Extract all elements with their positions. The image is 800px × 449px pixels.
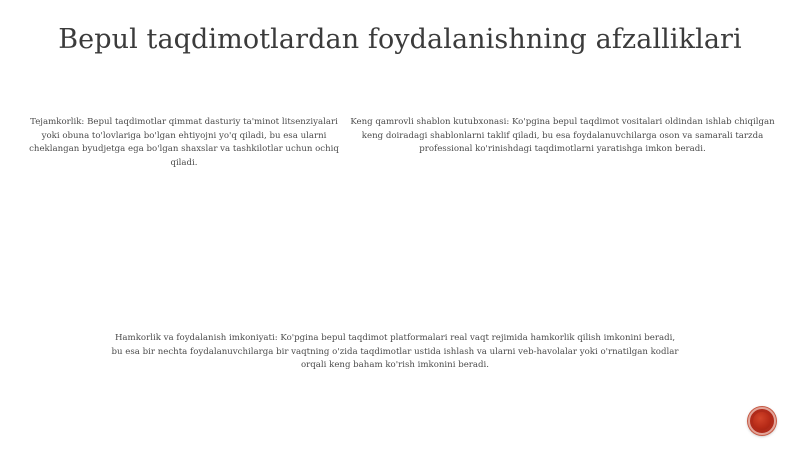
benefit-text-cost: Tejamkorlik: Bepul taqdimotlar qimmat dasturiy ta'minot litsenziyalari yoki obuna to'lovlariga bo'lgan ehtiyojni yo'q qiladi, bu esa ularni cheklangan byudjetga ega bo'lgan shaxslar va tashkilotlar uchun ochiq qiladi.: [29, 117, 339, 168]
benefit-text-collaboration: Hamkorlik va foydalanish imkoniyati: Ko'pgina bepul taqdimot platformalari real vaqt rejimida hamkorlik qilish imkonini beradi, bu esa bir nechta foydalanuvchilarga bir vaqtning o'zida taqdimotlar ustida ishlash va ularni veb-havolalar yoki o'rnatilgan kodlar orqali keng baham ko'rish imkonini beradi.: [111, 333, 679, 370]
benefit-text-templates: Keng qamrovli shablon kutubxonasi: Ko'pgina bepul taqdimot vositalari oldindan ishlab chiqilgan keng doiradagi shablonlarni taklif qiladi, bu esa foydalanuvchilarga oson va samarali tarzda professional ko'rinishdagi taqdimotlarni yaratishga imkon beradi.: [350, 117, 775, 154]
red-circle-nav-icon: [753, 412, 771, 430]
slide-title: Bepul taqdimotlardan foydalanishning afzalliklari: [58, 24, 742, 55]
slide-nav-button[interactable]: [748, 407, 776, 435]
